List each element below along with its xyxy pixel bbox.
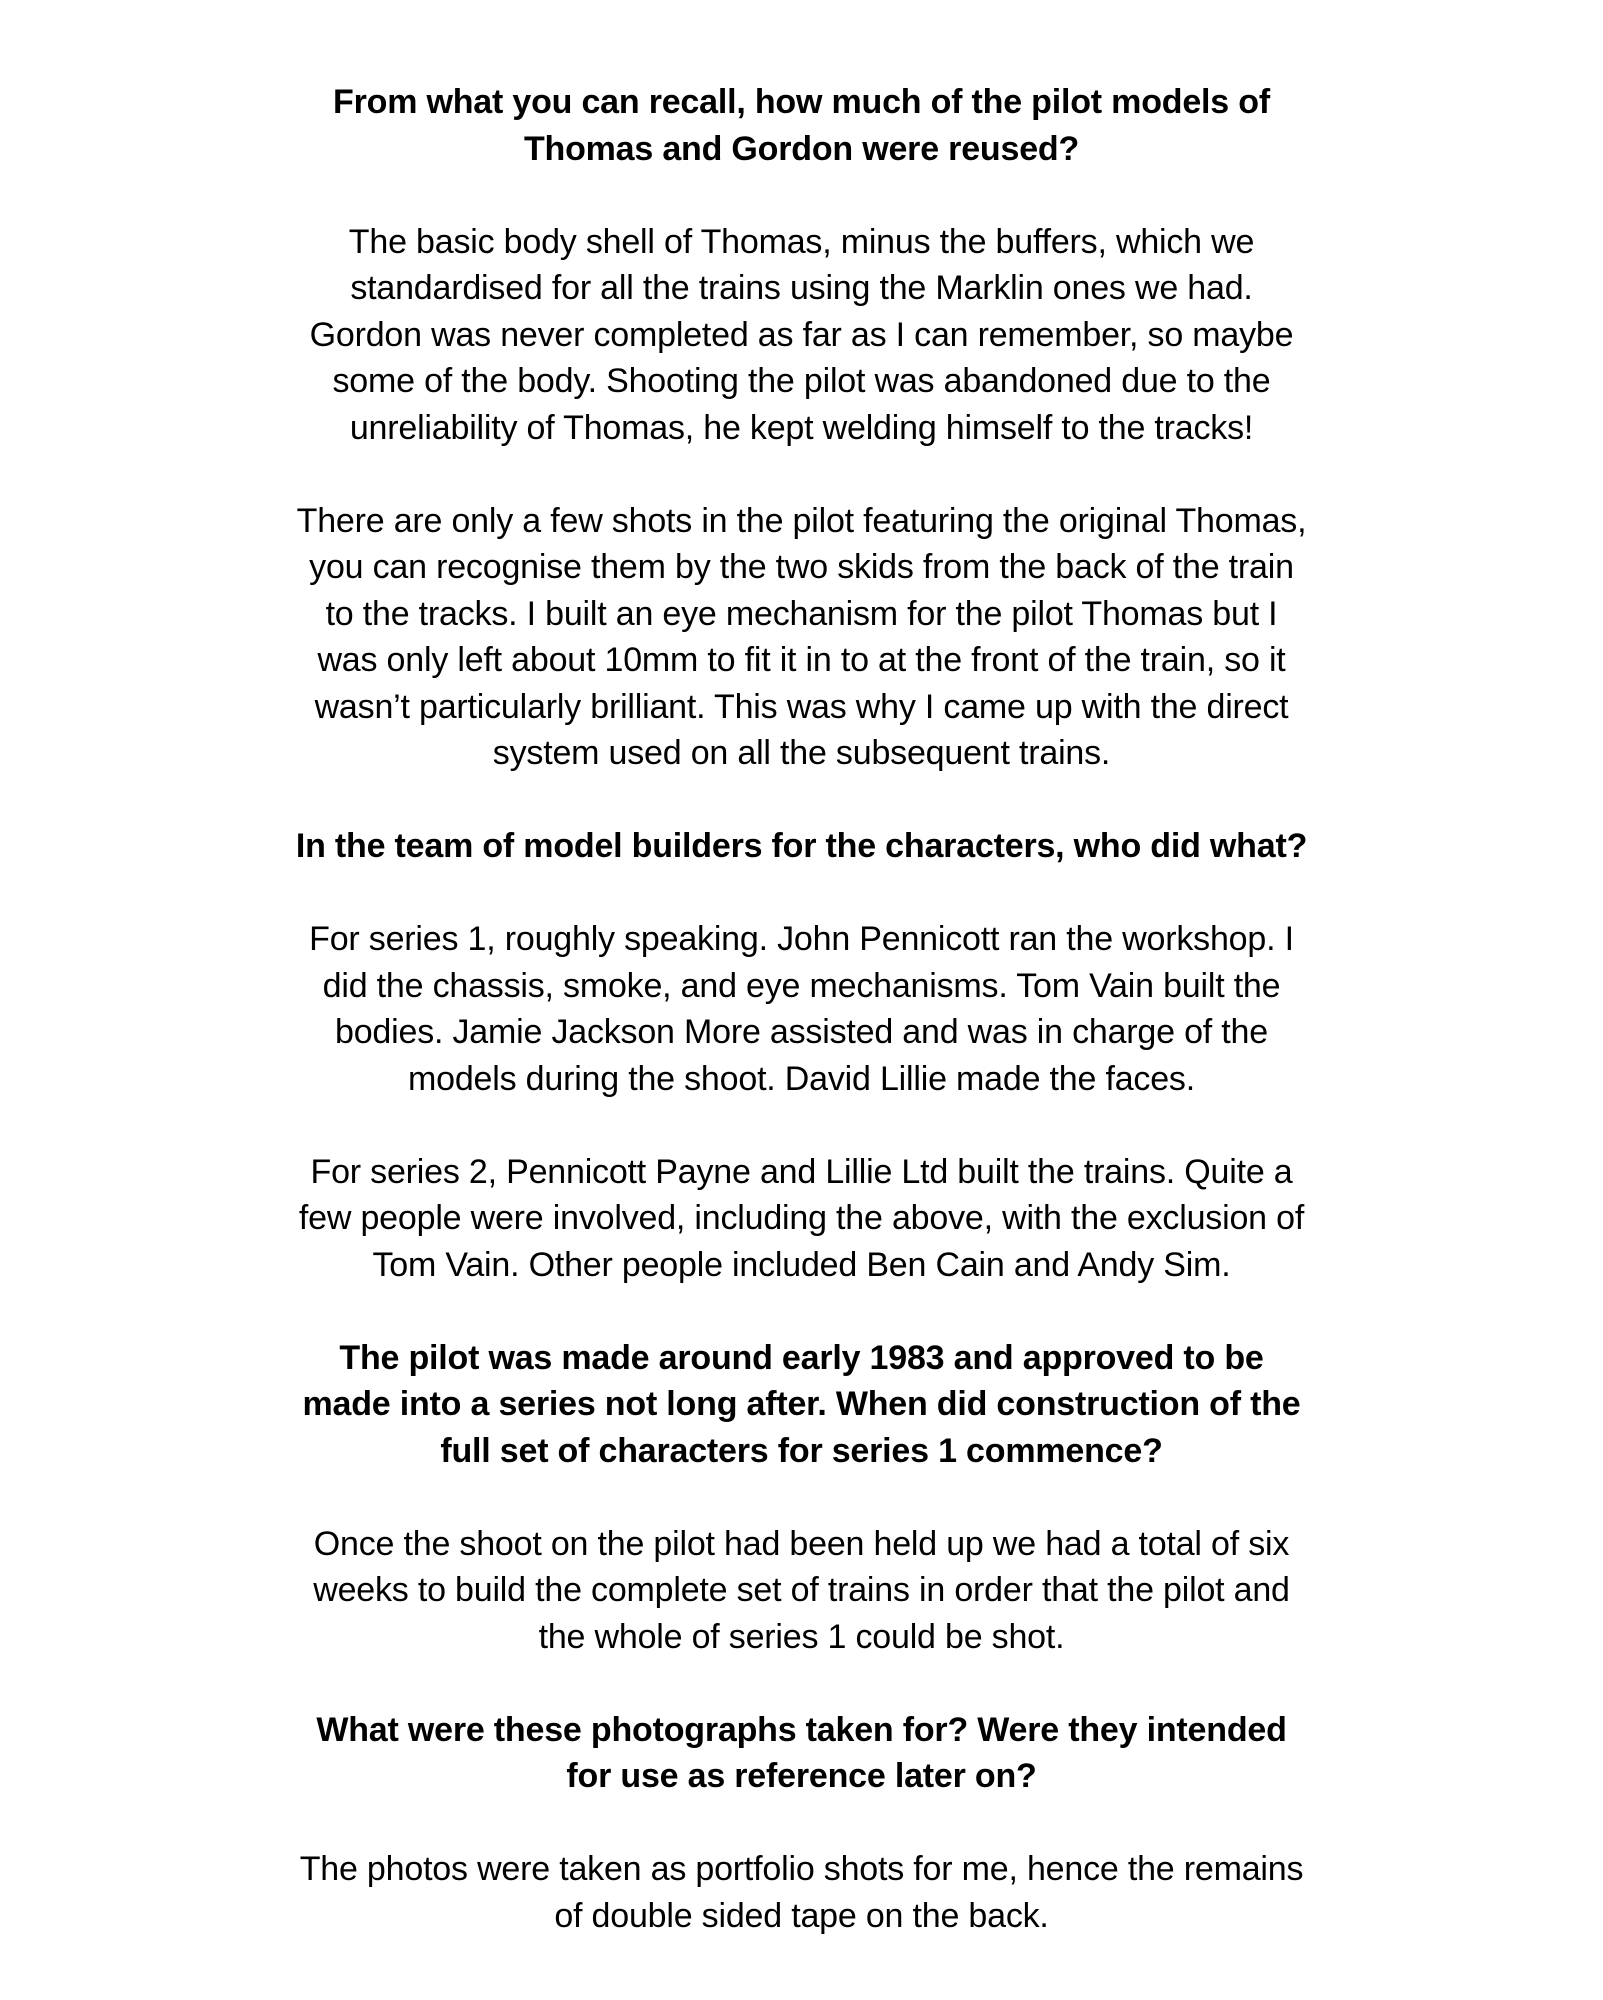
- text-line: Thomas and Gordon were reused?: [523, 129, 1080, 168]
- answer-original-thomas-shots: [252, 498, 1352, 777]
- text-line: of double sided tape on the back.: [554, 1896, 1049, 1935]
- text-line: was only left about 10mm to fit it in to at the front of the train, so it: [317, 641, 1286, 679]
- text-line: The pilot was made around early 1983 and approved to be: [339, 1338, 1264, 1377]
- paragraph-spacer: [0, 451, 1603, 498]
- answer-body-shell: [252, 219, 1352, 452]
- answer-series-1-team: [252, 916, 1352, 1102]
- text-line: did the chassis, smoke, and eye mechanisms. Tom Vain built the: [322, 966, 1281, 1005]
- text-line: Gordon was never completed as far as I can remember, so maybe: [309, 315, 1294, 354]
- text-line: made into a series not long after. When did construction of the: [302, 1385, 1301, 1423]
- interview-document: [0, 79, 1603, 1939]
- text-line: for use as reference later on?: [566, 1757, 1037, 1795]
- text-line: In the team of model builders for the characters, who did what?: [295, 827, 1308, 865]
- text-line: few people were involved, including the above, with the exclusion of: [298, 1199, 1305, 1237]
- paragraph-spacer: [0, 1102, 1603, 1149]
- answer-portfolio-shots: [252, 1846, 1352, 1939]
- paragraph-spacer: [0, 1474, 1603, 1521]
- question-model-builders-team: [252, 823, 1352, 870]
- text-line: The basic body shell of Thomas, minus the buffers, which we: [348, 222, 1255, 261]
- text-line: For series 1, roughly speaking. John Pennicott ran the workshop. I: [309, 920, 1294, 958]
- text-line: weeks to build the complete set of trains in order that the pilot and: [313, 1571, 1290, 1609]
- question-photographs-purpose: [252, 1707, 1352, 1800]
- text-line: What were these photographs taken for? Were they intended: [316, 1710, 1287, 1749]
- paragraph-spacer: [0, 1288, 1603, 1335]
- text-line: some of the body. Shooting the pilot was abandoned due to the: [332, 362, 1271, 400]
- text-line: There are only a few shots in the pilot featuring the original Thomas,: [296, 501, 1307, 540]
- text-line: Once the shoot on the pilot had been held up we had a total of six: [313, 1524, 1290, 1563]
- paragraph-spacer: [0, 870, 1603, 917]
- text-line: bodies. Jamie Jackson More assisted and was in charge of the: [335, 1013, 1268, 1051]
- text-line: the whole of series 1 could be shot.: [538, 1617, 1065, 1656]
- text-line: standardised for all the trains using the Marklin ones we had.: [350, 269, 1253, 307]
- paragraph-spacer: [0, 1660, 1603, 1707]
- answer-series-2-team: [252, 1149, 1352, 1289]
- text-line: system used on all the subsequent trains.: [492, 734, 1111, 772]
- text-line: For series 2, Pennicott Payne and Lillie Ltd built the trains. Quite a: [310, 1152, 1293, 1191]
- text-line: to the tracks. I built an eye mechanism for the pilot Thomas but I: [325, 594, 1278, 633]
- question-construction-timing: [252, 1335, 1352, 1475]
- paragraph-spacer: [0, 1800, 1603, 1847]
- text-line: The photos were taken as portfolio shots for me, hence the remains: [299, 1850, 1304, 1888]
- text-line: full set of characters for series 1 commence?: [440, 1431, 1163, 1470]
- paragraph-spacer: [0, 172, 1603, 219]
- text-line: Tom Vain. Other people included Ben Cain and Andy Sim.: [372, 1245, 1231, 1284]
- text-line: wasn’t particularly brilliant. This was why I came up with the direct: [314, 687, 1289, 726]
- question-reused-pilot-models: [252, 79, 1352, 172]
- text-line: models during the shoot. David Lillie made the faces.: [408, 1059, 1195, 1098]
- text-line: unreliability of Thomas, he kept welding himself to the tracks!: [349, 408, 1254, 447]
- text-line: you can recognise them by the two skids from the back of the train: [309, 548, 1294, 586]
- paragraph-spacer: [0, 777, 1603, 824]
- text-line: From what you can recall, how much of the pilot models of: [333, 83, 1270, 121]
- answer-six-weeks: [252, 1521, 1352, 1661]
